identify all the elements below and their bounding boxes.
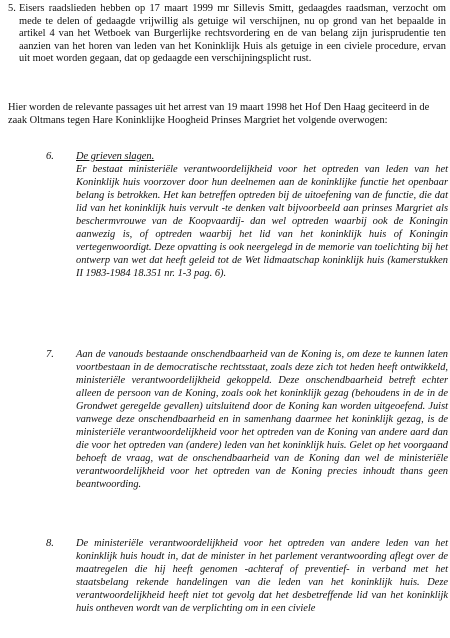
paragraph-5 bbox=[8, 3, 446, 66]
item-text: De ministeriële verantwoordelijkheid voor het optreden van andere leden van het koninklijk huis houdt in, dat de minister in het parlement verantwoording aflegt over de maatregelen die hij heeft genomen -achteraf of preventief- in verband met het staatsbelang rekende handelingen van die leden van het koninklijk huis. Deze verantwoordelijkheid heeft niet tot gevolg dat het desbetreffende lid van het koninklijk huis ontheven wordt van de verplichting om in een civiele bbox=[76, 538, 448, 615]
paragraph-text: Eisers raadslieden hebben op 17 maart 1999 mr Sillevis Smitt, gedaagdes raadsman, verzocht om mede te delen of gedaagde vrijwillig als getuige wil verschijnen, nu op grond van het bepaalde in artikel 4 van het Wetboek van Burgerlijke rechtsvordering en de van belang zijn jurisprudentie ten aanzien van het horen van leden van het Koninklijk Huis als getuige in een civiele procedure, ervan uit moet worden gegaan, dat op gedaagde een verschijningsplicht rust. bbox=[19, 3, 446, 64]
quote-item-6 bbox=[14, 150, 450, 280]
quote-item-8 bbox=[14, 537, 450, 615]
item-text: Er bestaat ministeriële verantwoordelijkheid voor het optreden van leden van het Koninklijk huis voorzover door hun deelnemen aan de koninklijke functie het openbaar belang is betrokken. Het kan betreffen optreden bij de uitoefening van de functie, die dat lid van het koninklijk huis vervult -te denken valt bijvoorbeeld aan prinses Margriet als beschermvrouwe van de Koopvaardij- dan wel optreden waarbij ook de Koningin aanwezig is, of optreden waarbij het lid van het koninklijk huis of Koningin vertegenwoordigt. Deze opvatting is ook neergelegd in de memorie van toelichting bij het ontwerp van wet dat heeft geleid tot de Wet lidmaatschap koninklijk huis (kamerstukken II 1983-1984 18.351 nr. 1-3 pag. 6). bbox=[76, 164, 448, 280]
item-heading: De grieven slagen. bbox=[76, 151, 155, 162]
item-body bbox=[76, 150, 448, 280]
item-number: 7. bbox=[46, 349, 54, 360]
quote-item-7 bbox=[14, 348, 450, 492]
item-text: Aan de vanouds bestaande onschendbaarheid van de Koning is, om deze te kunnen laten voortbestaan in de democratische rechtsstaat, zoals deze zich tot heden heeft ontwikkeld, ministeriële verantwoordelijkheid gekoppeld. Deze onschendbaarheid betreft echter alleen de persoon van de Koning, zoals ook het koninklijk gezag (behoudens in de in de Grondwet geregelde gevallen) uitsluitend door de Koning kan worden uitgeoefend. Juist vanwege deze onschendbaarheid en in samenhang daarmee het koninklijk gezag, is de ministeriële verantwoordelijkheid voor het optreden van de Koning van andere aard dan die voor het optreden van (andere) leden van het koninklijk huis. Gelet op het voorgaand behoeft de vraag, wat de onschendbaarheid van de Koning dan wel de ministeriële verantwoordelijkheid voor het optreden van de Koning precies inhoudt thans geen beantwoording. bbox=[76, 349, 448, 491]
paragraph-number: 5. bbox=[8, 3, 16, 14]
citation-lead: Hier worden de relevante passages uit het arrest van 19 maart 1998 het Hof Den Haag geciteerd in de zaak Oltmans tegen Hare Koninklijke Hoogheid Prinses Margriet het volgende overwogen: bbox=[8, 102, 430, 126]
item-number: 6. bbox=[46, 151, 54, 162]
item-number: 8. bbox=[46, 538, 54, 549]
